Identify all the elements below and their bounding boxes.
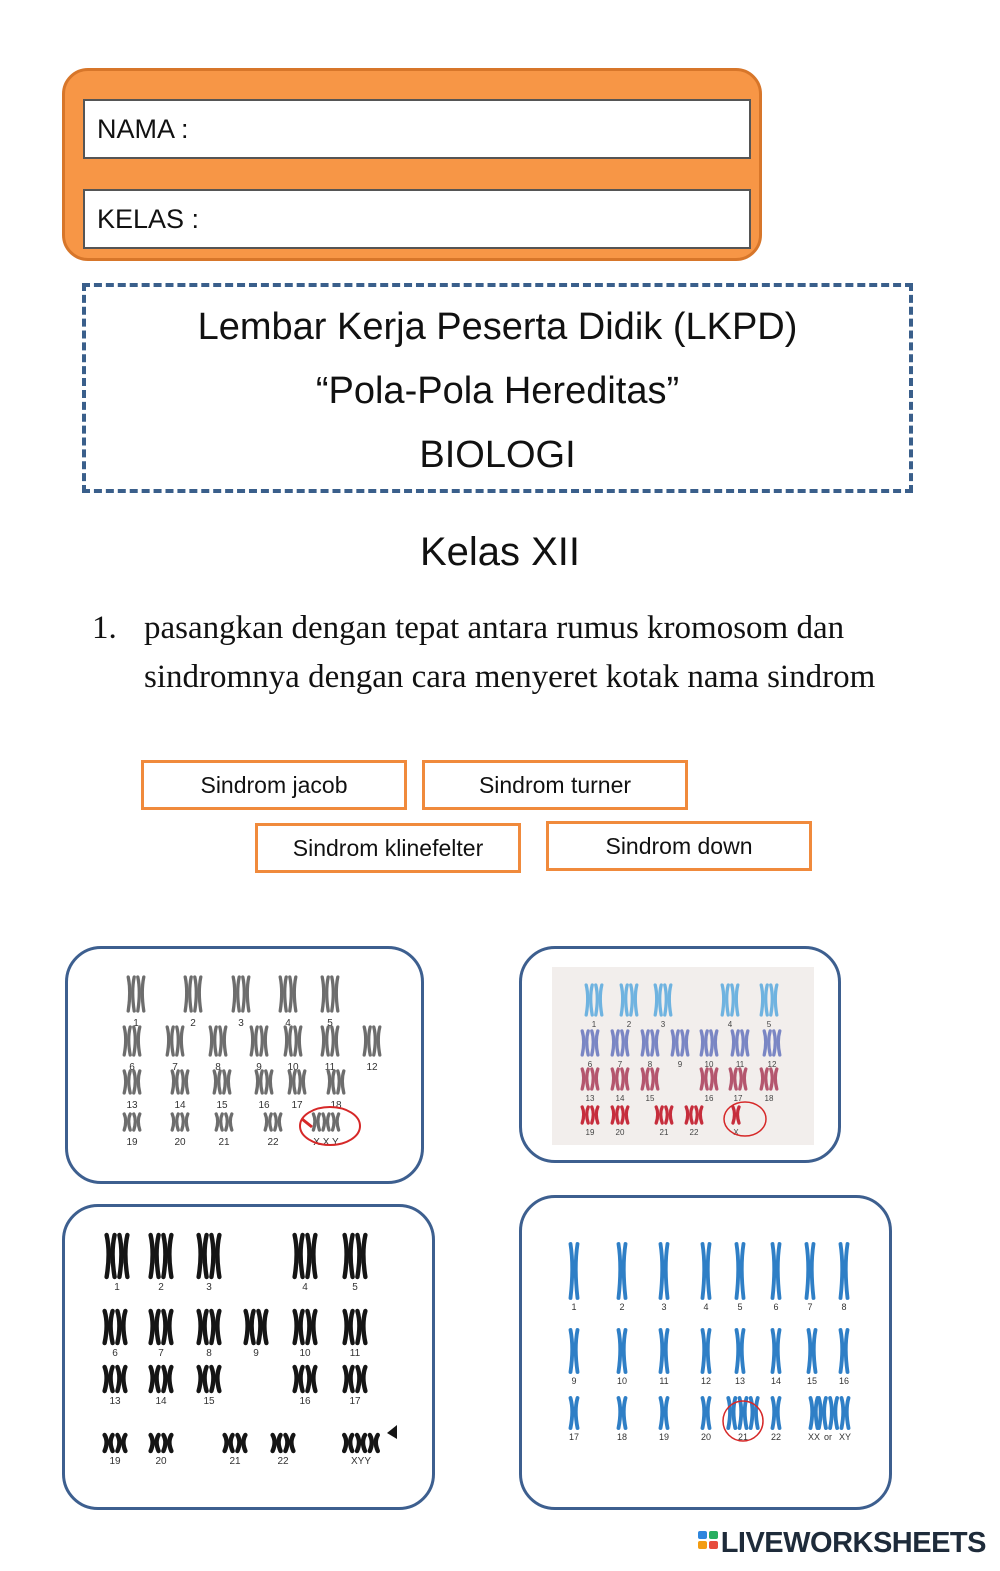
- chromosome-pair: [105, 1435, 126, 1451]
- chromosome-label: 11: [735, 1060, 745, 1069]
- chromosome-pair: [571, 1398, 578, 1428]
- grade-label: Kelas XII: [419, 530, 581, 574]
- chromosome-pair: [199, 1235, 220, 1277]
- chromosome-label: 12: [366, 1062, 378, 1073]
- karyotype-image-4: [522, 1198, 892, 1510]
- chromosome-label: 6: [112, 1348, 118, 1359]
- chromosome-label: 5: [737, 1302, 743, 1312]
- liveworksheets-logo: [698, 1525, 986, 1561]
- question-text: pasangkan dengan tepat antara rumus kromosom dan sindromnya dengan cara menyeret kotak nama sindrom: [144, 610, 876, 695]
- chromosome-label: 6: [773, 1302, 779, 1312]
- chromosome-pair: [842, 1398, 849, 1428]
- chromosome-pair: [345, 1311, 366, 1343]
- chromosome-pair: [364, 1027, 380, 1055]
- chromosome-label: 21: [229, 1456, 241, 1467]
- chromosome-label: 16: [299, 1396, 311, 1407]
- chromosome-pair: [703, 1398, 710, 1428]
- option-label: Sindrom turner: [478, 772, 632, 798]
- chromosome-label: 17: [568, 1432, 580, 1442]
- chromosome-label: 7: [172, 1062, 178, 1073]
- pointer-arrow: [387, 1425, 397, 1439]
- chromosome-label: 15: [645, 1094, 655, 1103]
- chromosome-pair: [619, 1398, 626, 1428]
- chromosome-pair: [703, 1330, 710, 1372]
- chromosome-pair: [233, 977, 249, 1011]
- chromosome-pair: [661, 1330, 668, 1372]
- chromosome-label: 4: [302, 1282, 308, 1293]
- chromosome-label: 8: [206, 1348, 212, 1359]
- chromosome-label: 2: [619, 1302, 625, 1312]
- chromosome-label: 4: [285, 1018, 291, 1029]
- karyotype-image-1: [68, 949, 424, 1184]
- option-label: Sindrom jacob: [200, 772, 348, 798]
- chromosome-label: 14: [770, 1376, 782, 1386]
- chromosome-label: 14: [174, 1100, 186, 1111]
- chromosome-pair: [265, 1114, 281, 1130]
- chromosome-label: 8: [841, 1302, 847, 1312]
- chromosome-label: 9: [256, 1062, 262, 1073]
- chromosome-pair: [807, 1244, 814, 1298]
- chromosome-label: X X Y: [313, 1137, 339, 1148]
- chromosome-label: 12: [700, 1376, 712, 1386]
- chromosome-pair: [172, 1114, 188, 1130]
- chromosome-label: 2: [158, 1282, 164, 1293]
- worksheet-title: Lembar Kerja Peserta Didik (LKPD): [197, 306, 798, 348]
- name-field[interactable]: [83, 99, 751, 159]
- chromosome-label: 13: [734, 1376, 746, 1386]
- chromosome-pair: [295, 1235, 316, 1277]
- chromosome-label: 4: [727, 1020, 733, 1029]
- chromosome-pair: [216, 1114, 232, 1130]
- chromosome-pair: [661, 1244, 668, 1298]
- chromosome-label: 22: [267, 1137, 279, 1148]
- chromosome-label: 1: [571, 1302, 577, 1312]
- chromosome-label: 22: [770, 1432, 782, 1442]
- chromosome-pair: [151, 1367, 172, 1391]
- chromosome-pair: [251, 1027, 267, 1055]
- chromosome-label: 3: [661, 1302, 667, 1312]
- chromosome-pair: [661, 1398, 668, 1428]
- chromosome-pair: [773, 1330, 780, 1372]
- chromosome-label: 1: [114, 1282, 120, 1293]
- chromosome-pair: [210, 1027, 226, 1055]
- chromosome-label: 13: [126, 1100, 138, 1111]
- worksheet-subject: BIOLOGI: [419, 434, 576, 476]
- chromosome-pair: [256, 1071, 272, 1093]
- chromosome-label: 15: [806, 1376, 818, 1386]
- drop-zone-karyotype-2[interactable]: [519, 946, 841, 1163]
- drop-zone-karyotype-3[interactable]: [62, 1204, 435, 1510]
- chromosome-label: 17: [733, 1094, 743, 1103]
- chromosome-label: 8: [647, 1060, 653, 1069]
- worksheet-title-box: [82, 283, 913, 493]
- chromosome-label: 5: [766, 1020, 772, 1029]
- chromosome-label: 14: [155, 1396, 167, 1407]
- chromosome-pair: [703, 1244, 710, 1298]
- chromosome-label: 21: [737, 1432, 749, 1442]
- chromosome-label: 12: [767, 1060, 777, 1069]
- chromosome-pair: [105, 1367, 126, 1391]
- chromosome-label: 1: [133, 1018, 139, 1029]
- chromosome-pair: [773, 1398, 780, 1428]
- chromosome-pair: [571, 1330, 578, 1372]
- chromosome-pair: [345, 1367, 366, 1391]
- chromosome-label: 18: [616, 1432, 628, 1442]
- chromosome-label: 16: [838, 1376, 850, 1386]
- chromosome-label: 10: [299, 1348, 311, 1359]
- chromosome-label: 5: [352, 1282, 358, 1293]
- name-label: NAMA :: [97, 114, 189, 144]
- chromosome-label: 2: [626, 1020, 632, 1029]
- chromosome-label: XX: [807, 1432, 821, 1442]
- chromosome-pair: [809, 1330, 816, 1372]
- chromosome-label: or: [823, 1432, 833, 1442]
- chromosome-label: 17: [291, 1100, 303, 1111]
- chromosome-label: 8: [215, 1062, 221, 1073]
- chromosome-label: 19: [658, 1432, 670, 1442]
- chromosome-pair: [124, 1071, 140, 1093]
- chromosome-pair: [295, 1311, 316, 1343]
- option-sindrom-down[interactable]: [546, 821, 812, 871]
- chromosome-label: 20: [174, 1137, 186, 1148]
- chromosome-pair: [773, 1244, 780, 1298]
- chromosome-pair: [199, 1311, 220, 1343]
- worksheet-topic: “Pola-Pola Hereditas”: [315, 370, 680, 412]
- chromosome-label: 20: [700, 1432, 712, 1442]
- option-sindrom-klinefelter[interactable]: [255, 823, 521, 873]
- student-identity-card: [62, 68, 762, 261]
- chromosome-label: 15: [203, 1396, 215, 1407]
- chromosome-pair: [105, 1311, 126, 1343]
- chromosome-pair: [185, 977, 201, 1011]
- chromosome-label: 20: [155, 1456, 167, 1467]
- chromosome-pair: [345, 1235, 366, 1277]
- chromosome-label: 19: [585, 1128, 595, 1137]
- chromosome-pair: [151, 1435, 172, 1451]
- chromosome-pair: [313, 1114, 338, 1130]
- chromosome-label: 7: [617, 1060, 623, 1069]
- chromosome-label: 19: [126, 1137, 138, 1148]
- chromosome-pair: [107, 1235, 128, 1277]
- chromosome-label: 11: [659, 1376, 669, 1386]
- chromosome-label: 14: [615, 1094, 625, 1103]
- chromosome-pair: [344, 1435, 378, 1451]
- chromosome-label: 11: [349, 1348, 361, 1359]
- chromosome-label: 1: [591, 1020, 597, 1029]
- karyotype-image-2: [522, 949, 841, 1163]
- chromosome-label: 3: [660, 1020, 666, 1029]
- chromosome-label: XY: [838, 1432, 852, 1442]
- chromosome-label: 16: [704, 1094, 714, 1103]
- chromosome-label: 13: [585, 1094, 595, 1103]
- chromosome-pair: [619, 1330, 626, 1372]
- chromosome-pair: [199, 1367, 220, 1391]
- chromosome-pair: [151, 1311, 172, 1343]
- chromosome-label: 21: [218, 1137, 230, 1148]
- chromosome-label: 11: [324, 1062, 336, 1073]
- option-sindrom-turner[interactable]: [422, 760, 688, 810]
- chromosome-pair: [124, 1027, 140, 1055]
- chromosome-label: 7: [158, 1348, 164, 1359]
- chromosome-pair: [571, 1244, 578, 1298]
- chromosome-pair: [322, 977, 338, 1011]
- chromosome-pair: [167, 1027, 183, 1055]
- chromosome-label: 15: [216, 1100, 228, 1111]
- chromosome-label: 10: [287, 1062, 299, 1073]
- chromosome-label: 18: [330, 1100, 342, 1111]
- chromosome-label: 6: [129, 1062, 135, 1073]
- chromosome-label: 13: [109, 1396, 121, 1407]
- class-field[interactable]: [83, 189, 751, 249]
- chromosome-pair: [151, 1235, 172, 1277]
- chromosome-label: 19: [109, 1456, 121, 1467]
- chromosome-label: XYY: [350, 1456, 372, 1467]
- chromosome-pair: [225, 1435, 246, 1451]
- chromosome-pair: [619, 1244, 626, 1298]
- brand-name: LIVEWORKSHEETS: [720, 1526, 986, 1559]
- chromosome-pair: [841, 1244, 848, 1298]
- option-label: Sindrom klinefelter: [292, 835, 484, 861]
- chromosome-label: 3: [238, 1018, 244, 1029]
- chromosome-pair: [728, 1398, 757, 1428]
- chromosome-label: 22: [277, 1456, 289, 1467]
- chromosome-pair: [128, 977, 144, 1011]
- chromosome-label: 16: [258, 1100, 270, 1111]
- chromosome-pair: [214, 1071, 230, 1093]
- chromosome-label: 6: [587, 1060, 593, 1069]
- chromosome-label: X: [733, 1128, 739, 1137]
- option-sindrom-jacob[interactable]: [141, 760, 407, 810]
- chromosome-pair: [737, 1244, 744, 1298]
- option-label: Sindrom down: [605, 833, 753, 859]
- chromosome-label: 3: [206, 1282, 212, 1293]
- chromosome-pair: [246, 1311, 267, 1343]
- chromosome-label: 10: [704, 1060, 714, 1069]
- chromosome-label: 21: [659, 1128, 669, 1137]
- chromosome-label: 9: [253, 1348, 259, 1359]
- karyotype-image-3: [65, 1207, 435, 1510]
- chromosome-label: 18: [764, 1094, 774, 1103]
- chromosome-label: 2: [190, 1018, 196, 1029]
- chromosome-pair: [273, 1435, 294, 1451]
- chromosome-pair: [295, 1367, 316, 1391]
- chromosome-label: 9: [677, 1060, 683, 1069]
- chromosome-pair: [819, 1398, 837, 1428]
- chromosome-pair: [172, 1071, 188, 1093]
- chromosome-label: 20: [615, 1128, 625, 1137]
- chromosome-pair: [289, 1071, 305, 1093]
- chromosome-pair: [328, 1071, 344, 1093]
- chromosome-label: 7: [807, 1302, 813, 1312]
- chromosome-pair: [841, 1330, 848, 1372]
- chromosome-pair: [280, 977, 296, 1011]
- chromosome-label: 10: [616, 1376, 628, 1386]
- drop-zone-karyotype-4[interactable]: [519, 1195, 892, 1510]
- chromosome-label: 22: [689, 1128, 699, 1137]
- question-number: 1.: [92, 610, 117, 646]
- chromosome-pair: [737, 1330, 744, 1372]
- chromosome-pair: [811, 1398, 818, 1428]
- chromosome-label: 17: [349, 1396, 361, 1407]
- pointer-mark: [302, 1119, 312, 1127]
- chromosome-label: 9: [571, 1376, 577, 1386]
- chromosome-pair: [285, 1027, 301, 1055]
- chromosome-pair: [322, 1027, 338, 1055]
- liveworksheets-icon: [698, 1529, 718, 1557]
- class-label: KELAS :: [97, 204, 200, 234]
- chromosome-pair: [124, 1114, 140, 1130]
- drop-zone-karyotype-1[interactable]: [65, 946, 424, 1184]
- chromosome-label: 4: [703, 1302, 709, 1312]
- chromosome-label: 5: [327, 1018, 333, 1029]
